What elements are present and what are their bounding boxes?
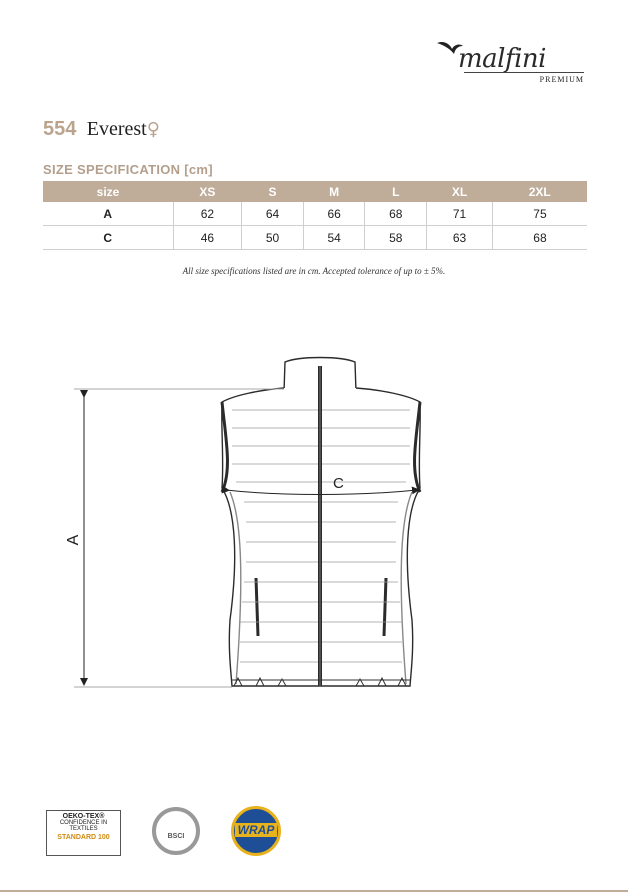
certification-logos	[46, 805, 306, 860]
female-symbol-icon: ♀	[146, 119, 160, 140]
size-spec-heading: SIZE SPECIFICATION [cm]	[43, 162, 213, 177]
oeko-tex-standard: STANDARD 100	[57, 834, 110, 841]
oeko-tex-badge	[46, 810, 121, 856]
size-table-header	[43, 181, 587, 202]
vest-diagram	[0, 350, 628, 700]
table-cell: 58	[365, 226, 427, 250]
brand-subtitle: PREMIUM	[539, 75, 584, 84]
bottom-rule	[0, 890, 628, 892]
table-cell: 63	[427, 226, 493, 250]
table-cell: 54	[303, 226, 365, 250]
wrap-label: WRAP	[235, 823, 278, 837]
bsci-label: BSCI	[167, 833, 185, 840]
col-header-l: L	[365, 181, 427, 202]
table-cell: 75	[492, 202, 587, 226]
product-name: Everest	[86, 118, 147, 140]
brand-wordmark: malfini	[458, 44, 546, 74]
size-table	[43, 181, 587, 250]
table-row	[43, 202, 587, 226]
col-header-s: S	[242, 181, 304, 202]
table-cell: 71	[427, 202, 493, 226]
col-header-m: M	[303, 181, 365, 202]
col-header-size: size	[43, 181, 173, 202]
label-a: A	[65, 534, 82, 546]
product-title	[43, 116, 160, 141]
table-cell: 66	[303, 202, 365, 226]
label-c: C	[333, 475, 344, 492]
col-header-xl: XL	[427, 181, 493, 202]
table-cell: 64	[242, 202, 304, 226]
table-cell: 68	[492, 226, 587, 250]
tolerance-note: All size specifications listed are in cm. Accepted tolerance of up to ± 5%.	[182, 266, 446, 276]
row-label: C	[43, 226, 173, 250]
table-cell: 62	[173, 202, 242, 226]
oeko-tex-tagline: CONFIDENCE IN TEXTILES	[59, 820, 108, 832]
table-cell: 46	[173, 226, 242, 250]
table-cell: 68	[365, 202, 427, 226]
table-cell: 50	[242, 226, 304, 250]
brand-rule	[464, 72, 584, 73]
brand-logo	[436, 38, 584, 90]
bsci-badge	[152, 807, 200, 855]
table-row	[43, 226, 587, 250]
col-header-2xl: 2XL	[492, 181, 587, 202]
row-label: A	[43, 202, 173, 226]
col-header-xs: XS	[173, 181, 242, 202]
wrap-badge	[231, 806, 281, 856]
product-code: 554	[43, 118, 77, 140]
oeko-tex-title: OEKO-TEX®	[62, 813, 105, 820]
